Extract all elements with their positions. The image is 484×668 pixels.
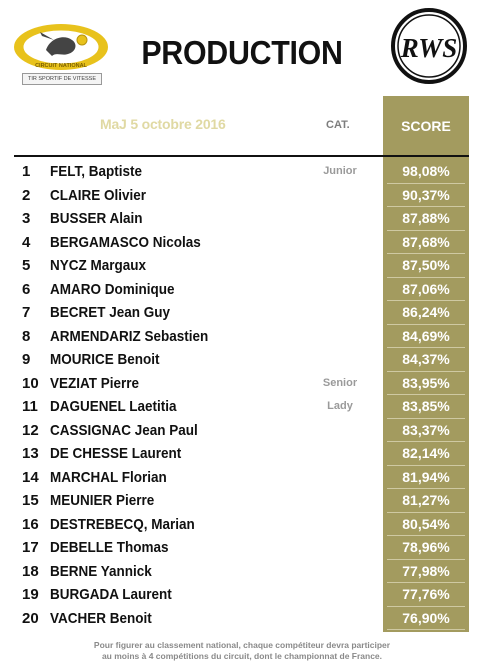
table-row	[0, 301, 484, 325]
name-cell: MEUNIER Pierre	[50, 492, 155, 509]
table-row	[0, 466, 484, 490]
table-row	[0, 536, 484, 560]
score-cell: 80,54%	[402, 515, 450, 532]
category-header: CAT.	[326, 119, 350, 131]
score-cell: 82,14%	[402, 445, 450, 461]
rank-cell: 9	[22, 351, 31, 368]
row-divider	[387, 629, 465, 630]
name-cell: VEZIAT Pierre	[50, 374, 140, 392]
name-cell: BERNE Yannick	[50, 562, 152, 580]
svg-text:RWS: RWS	[400, 33, 458, 63]
score-cell: 90,37%	[402, 186, 450, 203]
table-row	[0, 583, 484, 607]
score-cell: 77,98%	[402, 562, 450, 579]
table-row	[0, 254, 484, 278]
table-row	[0, 395, 484, 419]
score-cell: 87,68%	[402, 233, 450, 250]
category-cell: Lady	[327, 400, 353, 412]
update-date: MaJ 5 octobre 2016	[100, 116, 226, 132]
page-title: PRODUCTION	[141, 34, 343, 71]
table-row	[0, 442, 484, 466]
rank-cell: 18	[22, 562, 39, 580]
name-cell: MARCHAL Florian	[50, 468, 167, 486]
rank-cell: 3	[22, 210, 31, 227]
table-row	[0, 325, 484, 349]
rank-cell: 12	[22, 421, 39, 439]
score-cell: 84,69%	[402, 327, 450, 344]
rank-cell: 13	[22, 445, 39, 462]
rank-cell: 8	[22, 327, 31, 345]
score-cell: 98,08%	[402, 163, 450, 179]
score-cell: 84,37%	[402, 351, 450, 367]
logo-caption: TIR SPORTIF DE VITESSE	[22, 73, 102, 85]
score-cell: 87,88%	[402, 210, 450, 226]
table-row	[0, 207, 484, 231]
name-cell: FELT, Baptiste	[50, 163, 143, 180]
score-cell: 81,27%	[402, 492, 450, 508]
name-cell: VACHER Benoit	[50, 609, 152, 627]
score-cell: 87,50%	[402, 257, 450, 273]
name-cell: DE CHESSE Laurent	[50, 445, 182, 462]
name-cell: DEBELLE Thomas	[50, 539, 169, 556]
svg-text:CIRCUIT NATIONAL: CIRCUIT NATIONAL	[35, 63, 87, 69]
header-divider	[14, 155, 469, 157]
rank-cell: 4	[22, 233, 31, 251]
rank-cell: 19	[22, 586, 39, 603]
table-row	[0, 372, 484, 396]
table-row	[0, 607, 484, 631]
rank-cell: 6	[22, 280, 31, 298]
score-cell: 77,76%	[402, 586, 450, 602]
name-cell: CLAIRE Olivier	[50, 186, 147, 204]
table-row	[0, 184, 484, 208]
category-cell: Junior	[323, 165, 357, 177]
rank-cell: 11	[22, 398, 38, 415]
name-cell: ARMENDARIZ Sebastien	[50, 327, 209, 345]
name-cell: BURGADA Laurent	[50, 586, 172, 603]
footnote-line-1: Pour figurer au classement national, chaque compétiteur devra participer	[93, 640, 391, 650]
table-row	[0, 160, 484, 184]
table-row	[0, 278, 484, 302]
name-cell: DESTREBECQ, Marian	[50, 515, 195, 533]
score-cell: 78,96%	[402, 539, 450, 555]
score-cell: 86,24%	[402, 304, 450, 320]
rank-cell: 10	[22, 374, 39, 392]
table-row	[0, 513, 484, 537]
name-cell: CASSIGNAC Jean Paul	[50, 421, 198, 439]
name-cell: BECRET Jean Guy	[50, 304, 171, 321]
score-cell: 87,06%	[402, 280, 450, 297]
score-cell: 83,85%	[402, 398, 450, 414]
score-cell: 76,90%	[402, 609, 450, 626]
name-cell: BUSSER Alain	[50, 210, 143, 227]
name-cell: NYCZ Margaux	[50, 257, 147, 274]
table-row	[0, 348, 484, 372]
rank-cell: 20	[22, 609, 39, 627]
rank-cell: 15	[22, 492, 39, 509]
table-row	[0, 231, 484, 255]
score-header: SCORE	[401, 118, 451, 134]
rank-cell: 5	[22, 257, 31, 274]
name-cell: DAGUENEL Laetitia	[50, 398, 177, 415]
name-cell: MOURICE Benoit	[50, 351, 160, 368]
score-cell: 83,37%	[402, 421, 450, 438]
rank-cell: 16	[22, 515, 39, 533]
score-cell: 83,95%	[402, 374, 450, 391]
rws-logo-icon	[391, 8, 467, 84]
table-row	[0, 489, 484, 513]
category-cell: Senior	[322, 376, 358, 389]
rank-cell: 14	[22, 468, 39, 486]
name-cell: BERGAMASCO Nicolas	[50, 233, 201, 251]
rank-cell: 1	[22, 163, 31, 180]
footnote	[40, 640, 444, 662]
table-row	[0, 419, 484, 443]
score-cell: 81,94%	[402, 468, 450, 485]
ranking-table	[0, 160, 484, 630]
footnote-line-2: au moins à 4 compétitions du circuit, dont le championnat de France.	[101, 651, 383, 661]
name-cell: AMARO Dominique	[50, 280, 175, 298]
table-row	[0, 560, 484, 584]
rank-cell: 2	[22, 186, 31, 204]
rank-cell: 17	[22, 539, 39, 556]
rank-cell: 7	[22, 304, 31, 321]
